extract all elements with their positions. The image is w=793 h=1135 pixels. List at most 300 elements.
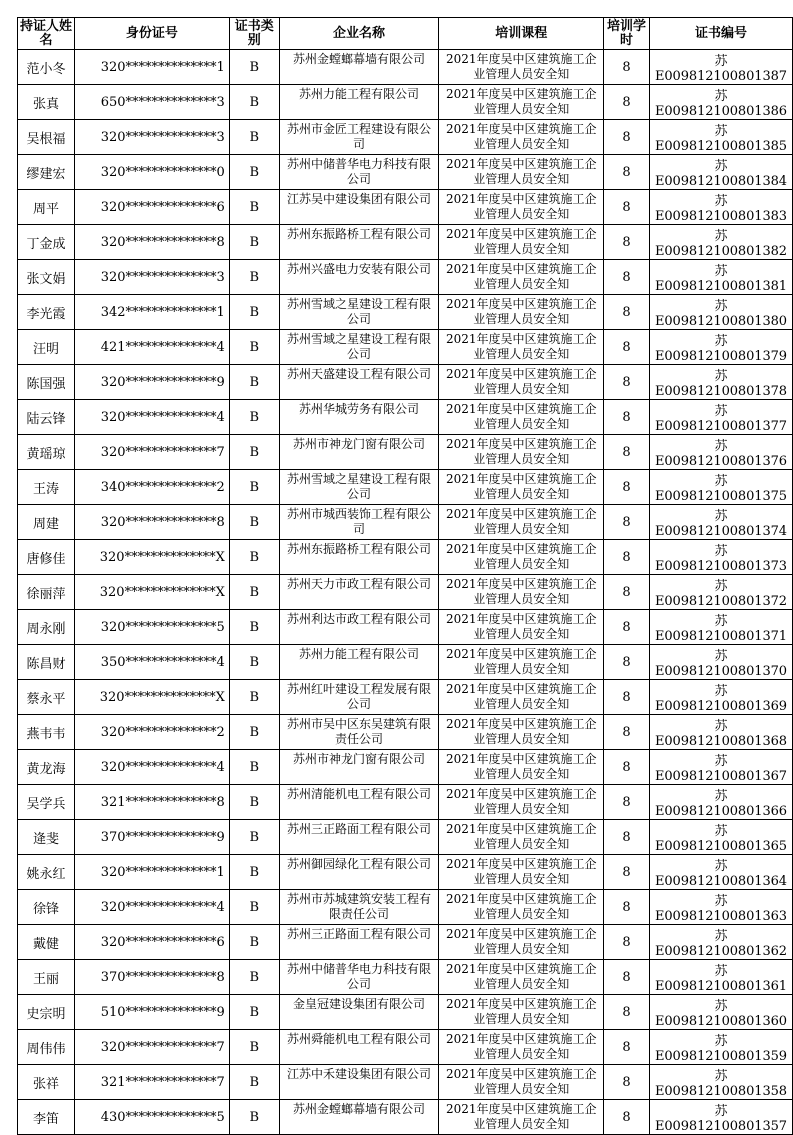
company-cell-text: 苏州金螳螂幕墙有限公司 <box>293 52 426 66</box>
hours-cell: 8 <box>604 120 650 155</box>
id-number-cell: 320**************3 <box>74 120 229 155</box>
cert-number-cell: 苏E009812100801383 <box>649 190 792 225</box>
company-cell-text: 苏州市苏城建筑安装工程有限责任公司 <box>287 892 432 921</box>
course-cell <box>439 155 604 190</box>
holder-name-cell: 逄斐 <box>18 820 75 855</box>
hours-cell: 8 <box>604 365 650 400</box>
course-cell-text: 2021年度吴中区建筑施工企业管理人员安全知 <box>445 332 597 361</box>
id-number-cell: 320**************8 <box>74 225 229 260</box>
cert-type-cell: B <box>229 400 279 435</box>
company-cell <box>279 715 439 750</box>
course-cell-text: 2021年度吴中区建筑施工企业管理人员安全知 <box>445 297 597 326</box>
id-number-cell: 320**************6 <box>74 925 229 960</box>
course-cell <box>439 785 604 820</box>
course-cell <box>439 505 604 540</box>
course-cell-text: 2021年度吴中区建筑施工企业管理人员安全知 <box>445 437 597 466</box>
company-cell <box>279 680 439 715</box>
course-cell-text: 2021年度吴中区建筑施工企业管理人员安全知 <box>445 52 597 81</box>
course-cell-text: 2021年度吴中区建筑施工企业管理人员安全知 <box>445 192 597 221</box>
course-cell-text: 2021年度吴中区建筑施工企业管理人员安全知 <box>445 892 597 921</box>
company-cell-text: 苏州中储普华电力科技有限公司 <box>287 962 432 991</box>
course-cell <box>439 610 604 645</box>
course-cell-text: 2021年度吴中区建筑施工企业管理人员安全知 <box>445 1067 597 1096</box>
course-cell <box>439 400 604 435</box>
holder-name-cell: 李笛 <box>18 1100 75 1135</box>
cert-type-cell: B <box>229 750 279 785</box>
hours-cell: 8 <box>604 750 650 785</box>
company-cell-text: 苏州雪域之星建设工程有限公司 <box>287 332 432 361</box>
course-cell-text: 2021年度吴中区建筑施工企业管理人员安全知 <box>445 367 597 396</box>
hours-cell: 8 <box>604 855 650 890</box>
company-cell-text: 苏州天盛建设工程有限公司 <box>287 367 432 381</box>
id-number-cell: 320**************5 <box>74 610 229 645</box>
company-cell <box>279 1100 439 1135</box>
cert-type-cell: B <box>229 120 279 155</box>
course-cell <box>439 190 604 225</box>
cert-type-cell: B <box>229 610 279 645</box>
holder-name-cell: 汪明 <box>18 330 75 365</box>
hours-cell: 8 <box>604 995 650 1030</box>
table-row <box>18 225 793 260</box>
company-cell <box>279 645 439 680</box>
table-row <box>18 85 793 120</box>
holder-name-cell: 周建 <box>18 505 75 540</box>
cert-type-cell: B <box>229 330 279 365</box>
course-cell <box>439 995 604 1030</box>
table-row <box>18 680 793 715</box>
table-row <box>18 645 793 680</box>
course-cell-text: 2021年度吴中区建筑施工企业管理人员安全知 <box>445 227 597 256</box>
company-cell-text: 苏州利达市政工程有限公司 <box>287 612 432 626</box>
company-cell <box>279 155 439 190</box>
cert-type-cell: B <box>229 295 279 330</box>
cert-type-cell: B <box>229 820 279 855</box>
course-cell-text: 2021年度吴中区建筑施工企业管理人员安全知 <box>445 997 597 1026</box>
cert-type-cell: B <box>229 85 279 120</box>
holder-name-cell: 张真 <box>18 85 75 120</box>
cert-type-cell: B <box>229 680 279 715</box>
holder-name-cell: 丁金成 <box>18 225 75 260</box>
course-cell-text: 2021年度吴中区建筑施工企业管理人员安全知 <box>445 402 597 431</box>
cert-type-cell: B <box>229 505 279 540</box>
holder-name-cell: 周伟伟 <box>18 1030 75 1065</box>
hours-cell: 8 <box>604 470 650 505</box>
cert-number-cell: 苏E009812100801372 <box>649 575 792 610</box>
id-number-cell: 320**************4 <box>74 890 229 925</box>
id-number-cell: 350**************4 <box>74 645 229 680</box>
cert-number-cell: 苏E009812100801386 <box>649 85 792 120</box>
hours-cell: 8 <box>604 890 650 925</box>
holder-name-cell: 黄瑶琼 <box>18 435 75 470</box>
holder-name-cell: 范小冬 <box>18 50 75 85</box>
cert-type-cell: B <box>229 435 279 470</box>
table-row <box>18 50 793 85</box>
course-cell-text: 2021年度吴中区建筑施工企业管理人员安全知 <box>445 1032 597 1061</box>
table-row <box>18 855 793 890</box>
table-row <box>18 540 793 575</box>
id-number-cell: 370**************8 <box>74 960 229 995</box>
company-cell <box>279 50 439 85</box>
id-number-cell: 321**************8 <box>74 785 229 820</box>
holder-name-cell: 蔡永平 <box>18 680 75 715</box>
table-row <box>18 295 793 330</box>
company-cell <box>279 330 439 365</box>
hours-cell: 8 <box>604 925 650 960</box>
company-cell <box>279 435 439 470</box>
hours-cell: 8 <box>604 85 650 120</box>
cert-number-cell: 苏E009812100801376 <box>649 435 792 470</box>
holder-name-cell: 陆云锋 <box>18 400 75 435</box>
company-cell <box>279 505 439 540</box>
holder-name-cell: 姚永红 <box>18 855 75 890</box>
company-cell-text: 苏州中储普华电力科技有限公司 <box>287 157 432 186</box>
holder-name-cell: 戴健 <box>18 925 75 960</box>
cert-number-cell: 苏E009812100801370 <box>649 645 792 680</box>
company-cell <box>279 820 439 855</box>
course-cell <box>439 890 604 925</box>
company-cell-text: 苏州市金匠工程建设有限公司 <box>287 122 432 151</box>
company-cell-text: 苏州舜能机电工程有限公司 <box>287 1032 432 1046</box>
course-cell-text: 2021年度吴中区建筑施工企业管理人员安全知 <box>445 157 597 186</box>
table-row <box>18 435 793 470</box>
cert-number-cell: 苏E009812100801374 <box>649 505 792 540</box>
company-cell-text: 苏州兴盛电力安装有限公司 <box>287 262 432 276</box>
company-cell <box>279 1030 439 1065</box>
cert-number-cell: 苏E009812100801363 <box>649 890 792 925</box>
cert-type-cell: B <box>229 540 279 575</box>
cert-type-cell: B <box>229 260 279 295</box>
course-cell-text: 2021年度吴中区建筑施工企业管理人员安全知 <box>445 1102 597 1131</box>
table-row <box>18 190 793 225</box>
course-cell-text: 2021年度吴中区建筑施工企业管理人员安全知 <box>445 647 597 676</box>
hours-cell: 8 <box>604 400 650 435</box>
holder-name-cell: 史宗明 <box>18 995 75 1030</box>
course-cell-text: 2021年度吴中区建筑施工企业管理人员安全知 <box>445 262 597 291</box>
cert-number-cell: 苏E009812100801365 <box>649 820 792 855</box>
hours-cell: 8 <box>604 610 650 645</box>
table-row <box>18 750 793 785</box>
cert-number-cell: 苏E009812100801387 <box>649 50 792 85</box>
course-cell-text: 2021年度吴中区建筑施工企业管理人员安全知 <box>445 122 597 151</box>
id-number-cell: 320**************2 <box>74 715 229 750</box>
company-cell <box>279 960 439 995</box>
company-cell-text: 苏州力能工程有限公司 <box>299 87 420 101</box>
table-row <box>18 260 793 295</box>
course-cell-text: 2021年度吴中区建筑施工企业管理人员安全知 <box>445 472 597 501</box>
company-cell <box>279 925 439 960</box>
header-holder-name: 持证人姓名 <box>18 18 75 50</box>
cert-number-cell: 苏E009812100801357 <box>649 1100 792 1135</box>
id-number-cell: 320**************X <box>74 540 229 575</box>
holder-name-cell: 燕韦韦 <box>18 715 75 750</box>
hours-cell: 8 <box>604 820 650 855</box>
hours-cell: 8 <box>604 435 650 470</box>
table-row <box>18 925 793 960</box>
cert-type-cell: B <box>229 470 279 505</box>
table-row <box>18 575 793 610</box>
id-number-cell: 320**************7 <box>74 435 229 470</box>
company-cell <box>279 855 439 890</box>
header-cert-number: 证书编号 <box>649 18 792 50</box>
company-cell-text: 苏州华城劳务有限公司 <box>299 402 420 416</box>
company-cell-text: 苏州清能机电工程有限公司 <box>287 787 432 801</box>
cert-type-cell: B <box>229 1065 279 1100</box>
cert-number-cell: 苏E009812100801368 <box>649 715 792 750</box>
company-cell <box>279 260 439 295</box>
holder-name-cell: 周平 <box>18 190 75 225</box>
course-cell <box>439 260 604 295</box>
table-row <box>18 715 793 750</box>
holder-name-cell: 王涛 <box>18 470 75 505</box>
table-row <box>18 1030 793 1065</box>
company-cell-text: 苏州市神龙门窗有限公司 <box>293 437 426 451</box>
hours-cell: 8 <box>604 295 650 330</box>
cert-type-cell: B <box>229 855 279 890</box>
table-row <box>18 960 793 995</box>
hours-cell: 8 <box>604 575 650 610</box>
company-cell <box>279 120 439 155</box>
course-cell-text: 2021年度吴中区建筑施工企业管理人员安全知 <box>445 717 597 746</box>
header-cert-type: 证书类别 <box>229 18 279 50</box>
id-number-cell: 650**************3 <box>74 85 229 120</box>
holder-name-cell: 张祥 <box>18 1065 75 1100</box>
id-number-cell: 321**************7 <box>74 1065 229 1100</box>
company-cell <box>279 470 439 505</box>
company-cell-text: 苏州雪域之星建设工程有限公司 <box>287 297 432 326</box>
cert-type-cell: B <box>229 890 279 925</box>
cert-type-cell: B <box>229 645 279 680</box>
course-cell <box>439 1065 604 1100</box>
cert-type-cell: B <box>229 575 279 610</box>
course-cell <box>439 435 604 470</box>
id-number-cell: 320**************1 <box>74 50 229 85</box>
table-row <box>18 610 793 645</box>
course-cell-text: 2021年度吴中区建筑施工企业管理人员安全知 <box>445 507 597 536</box>
company-cell <box>279 225 439 260</box>
company-cell-text: 苏州力能工程有限公司 <box>299 647 420 661</box>
hours-cell: 8 <box>604 540 650 575</box>
company-cell-text: 苏州天力市政工程有限公司 <box>287 577 432 591</box>
course-cell <box>439 120 604 155</box>
cert-number-cell: 苏E009812100801364 <box>649 855 792 890</box>
holder-name-cell: 李光霞 <box>18 295 75 330</box>
cert-number-cell: 苏E009812100801362 <box>649 925 792 960</box>
company-cell <box>279 995 439 1030</box>
cert-type-cell: B <box>229 995 279 1030</box>
header-id-number: 身份证号 <box>74 18 229 50</box>
table-row <box>18 1065 793 1100</box>
course-cell <box>439 750 604 785</box>
cert-number-cell: 苏E009812100801369 <box>649 680 792 715</box>
id-number-cell: 342**************1 <box>74 295 229 330</box>
company-cell-text: 苏州金螳螂幕墙有限公司 <box>293 1102 426 1116</box>
company-cell <box>279 750 439 785</box>
table-row <box>18 995 793 1030</box>
company-cell-text: 苏州东振路桥工程有限公司 <box>287 542 432 556</box>
company-cell-text: 苏州红叶建设工程发展有限公司 <box>287 682 432 711</box>
cert-number-cell: 苏E009812100801366 <box>649 785 792 820</box>
id-number-cell: 320**************8 <box>74 505 229 540</box>
holder-name-cell: 陈国强 <box>18 365 75 400</box>
holder-name-cell: 缪建宏 <box>18 155 75 190</box>
course-cell-text: 2021年度吴中区建筑施工企业管理人员安全知 <box>445 682 597 711</box>
company-cell <box>279 610 439 645</box>
id-number-cell: 430**************5 <box>74 1100 229 1135</box>
id-number-cell: 320**************6 <box>74 190 229 225</box>
company-cell-text: 江苏中禾建设集团有限公司 <box>287 1067 432 1081</box>
holder-name-cell: 唐修佳 <box>18 540 75 575</box>
course-cell-text: 2021年度吴中区建筑施工企业管理人员安全知 <box>445 822 597 851</box>
table-row <box>18 120 793 155</box>
header-hours: 培训学时 <box>604 18 650 50</box>
company-cell <box>279 785 439 820</box>
table-row <box>18 1100 793 1135</box>
table-row <box>18 400 793 435</box>
course-cell <box>439 50 604 85</box>
course-cell <box>439 680 604 715</box>
id-number-cell: 320**************4 <box>74 400 229 435</box>
holder-name-cell: 张文娟 <box>18 260 75 295</box>
cert-number-cell: 苏E009812100801367 <box>649 750 792 785</box>
company-cell-text: 苏州三正路面工程有限公司 <box>287 822 432 836</box>
course-cell <box>439 470 604 505</box>
holder-name-cell: 吴根福 <box>18 120 75 155</box>
company-cell <box>279 575 439 610</box>
course-cell-text: 2021年度吴中区建筑施工企业管理人员安全知 <box>445 87 597 116</box>
course-cell <box>439 855 604 890</box>
id-number-cell: 320**************0 <box>74 155 229 190</box>
hours-cell: 8 <box>604 225 650 260</box>
course-cell <box>439 540 604 575</box>
hours-cell: 8 <box>604 330 650 365</box>
hours-cell: 8 <box>604 155 650 190</box>
holder-name-cell: 徐丽萍 <box>18 575 75 610</box>
id-number-cell: 320**************X <box>74 680 229 715</box>
table-row <box>18 155 793 190</box>
cert-type-cell: B <box>229 925 279 960</box>
cert-number-cell: 苏E009812100801359 <box>649 1030 792 1065</box>
holder-name-cell: 吴学兵 <box>18 785 75 820</box>
course-cell <box>439 295 604 330</box>
company-cell-text: 苏州东振路桥工程有限公司 <box>287 227 432 241</box>
course-cell-text: 2021年度吴中区建筑施工企业管理人员安全知 <box>445 787 597 816</box>
id-number-cell: 370**************9 <box>74 820 229 855</box>
table-row <box>18 890 793 925</box>
holder-name-cell: 陈昌财 <box>18 645 75 680</box>
id-number-cell: 320**************3 <box>74 260 229 295</box>
holder-name-cell: 王丽 <box>18 960 75 995</box>
cert-type-cell: B <box>229 960 279 995</box>
hours-cell: 8 <box>604 190 650 225</box>
hours-cell: 8 <box>604 960 650 995</box>
table-row <box>18 820 793 855</box>
cert-type-cell: B <box>229 190 279 225</box>
holder-name-cell: 周永刚 <box>18 610 75 645</box>
course-cell <box>439 365 604 400</box>
hours-cell: 8 <box>604 1100 650 1135</box>
cert-type-cell: B <box>229 365 279 400</box>
company-cell-text: 苏州三正路面工程有限公司 <box>287 927 432 941</box>
course-cell <box>439 1100 604 1135</box>
company-cell-text: 苏州雪域之星建设工程有限公司 <box>287 472 432 501</box>
hours-cell: 8 <box>604 680 650 715</box>
cert-number-cell: 苏E009812100801377 <box>649 400 792 435</box>
id-number-cell: 320**************4 <box>74 750 229 785</box>
cert-number-cell: 苏E009812100801361 <box>649 960 792 995</box>
company-cell-text: 苏州市神龙门窗有限公司 <box>293 752 426 766</box>
course-cell <box>439 820 604 855</box>
course-cell-text: 2021年度吴中区建筑施工企业管理人员安全知 <box>445 962 597 991</box>
header-row <box>18 18 793 50</box>
cert-type-cell: B <box>229 715 279 750</box>
hours-cell: 8 <box>604 785 650 820</box>
certificate-table <box>17 17 793 1135</box>
company-cell <box>279 295 439 330</box>
course-cell-text: 2021年度吴中区建筑施工企业管理人员安全知 <box>445 857 597 886</box>
table-row <box>18 330 793 365</box>
table-row <box>18 365 793 400</box>
course-cell <box>439 1030 604 1065</box>
course-cell <box>439 85 604 120</box>
cert-number-cell: 苏E009812100801379 <box>649 330 792 365</box>
cert-number-cell: 苏E009812100801373 <box>649 540 792 575</box>
id-number-cell: 340**************2 <box>74 470 229 505</box>
header-company: 企业名称 <box>279 18 439 50</box>
course-cell <box>439 960 604 995</box>
cert-type-cell: B <box>229 785 279 820</box>
company-cell-text: 苏州市城西装饰工程有限公司 <box>287 507 432 536</box>
holder-name-cell: 徐锋 <box>18 890 75 925</box>
cert-number-cell: 苏E009812100801385 <box>649 120 792 155</box>
hours-cell: 8 <box>604 1030 650 1065</box>
cert-type-cell: B <box>229 50 279 85</box>
id-number-cell: 320**************X <box>74 575 229 610</box>
cert-type-cell: B <box>229 155 279 190</box>
company-cell <box>279 190 439 225</box>
cert-number-cell: 苏E009812100801380 <box>649 295 792 330</box>
company-cell <box>279 540 439 575</box>
cert-type-cell: B <box>229 225 279 260</box>
course-cell <box>439 225 604 260</box>
company-cell <box>279 365 439 400</box>
company-cell <box>279 1065 439 1100</box>
hours-cell: 8 <box>604 1065 650 1100</box>
course-cell-text: 2021年度吴中区建筑施工企业管理人员安全知 <box>445 542 597 571</box>
cert-number-cell: 苏E009812100801371 <box>649 610 792 645</box>
company-cell-text: 苏州御园绿化工程有限公司 <box>287 857 432 871</box>
hours-cell: 8 <box>604 645 650 680</box>
table-row <box>18 505 793 540</box>
cert-number-cell: 苏E009812100801375 <box>649 470 792 505</box>
hours-cell: 8 <box>604 505 650 540</box>
id-number-cell: 320**************9 <box>74 365 229 400</box>
table-row <box>18 785 793 820</box>
holder-name-cell: 黄龙海 <box>18 750 75 785</box>
company-cell <box>279 85 439 120</box>
cert-number-cell: 苏E009812100801382 <box>649 225 792 260</box>
hours-cell: 8 <box>604 50 650 85</box>
cert-type-cell: B <box>229 1100 279 1135</box>
course-cell <box>439 645 604 680</box>
company-cell <box>279 400 439 435</box>
company-cell-text: 苏州市吴中区东吴建筑有限责任公司 <box>287 717 432 746</box>
company-cell <box>279 890 439 925</box>
cert-number-cell: 苏E009812100801378 <box>649 365 792 400</box>
course-cell <box>439 575 604 610</box>
cert-number-cell: 苏E009812100801358 <box>649 1065 792 1100</box>
course-cell-text: 2021年度吴中区建筑施工企业管理人员安全知 <box>445 927 597 956</box>
id-number-cell: 510**************9 <box>74 995 229 1030</box>
